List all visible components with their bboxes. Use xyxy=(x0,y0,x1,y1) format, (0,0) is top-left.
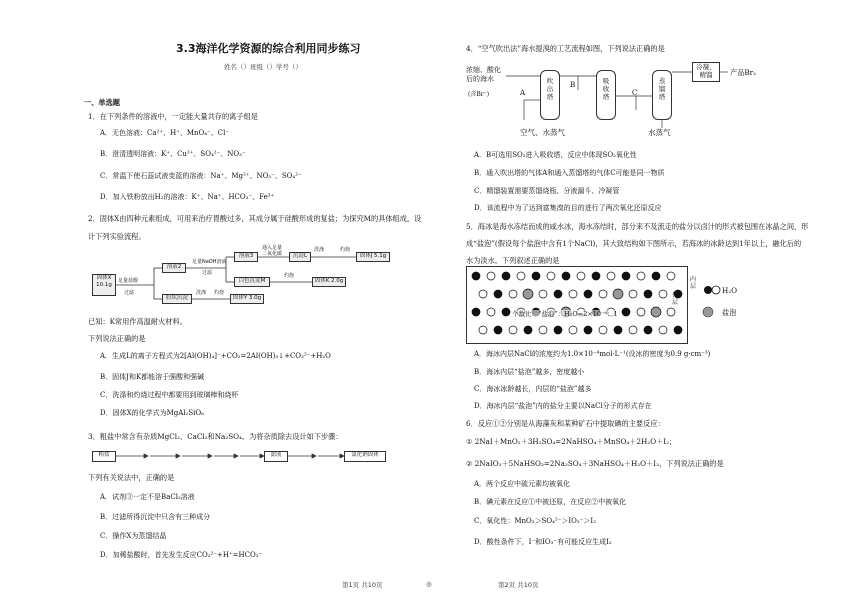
q2-option-b: B．固体J和K都能溶于强酸和强碱 xyxy=(100,373,205,381)
h2o-legend-icon xyxy=(704,286,712,294)
q4-feed-note: (含Br⁻) xyxy=(468,91,490,98)
q4-stem: 4．“空气吹出法”海水提溴的工艺流程如图，下列说法正确的是 xyxy=(466,44,665,53)
ice-lattice xyxy=(466,266,688,344)
q2-stem-2: 计下列实验流程。 xyxy=(88,232,146,241)
q6-option-d: D．酸性条件下，I⁻和IO₃⁻有可能反应生成I₂ xyxy=(474,538,612,546)
salt-bubble-icon xyxy=(651,307,661,317)
q3-option-d: D．加稀盐酸时，首先发生反应CO₃²⁻+H⁺=HCO₃⁻ xyxy=(100,551,263,559)
flow-gel-precip: 胶状沉淀 xyxy=(162,294,192,304)
q5-option-a: A．海冰内层NaCl的浓度约为1.0×10⁻⁴mol·L⁻¹(设冰的密度为0.9 g·cm⁻³) xyxy=(474,350,711,358)
q4-tower-blow: 吹 出 塔 xyxy=(540,70,560,120)
q4-steam: 水蒸气 xyxy=(648,128,671,137)
q3-option-c: C．操作X为蒸馏结晶 xyxy=(100,532,167,540)
water-molecule-icon xyxy=(554,326,562,334)
q3-ask: 下列有关说法中，正确的是 xyxy=(88,473,175,482)
water-molecule-icon xyxy=(659,326,667,334)
footer-right-page: 第2页 共10页 xyxy=(498,581,539,589)
q1-option-a: A．无色溶液：Ca²⁺、H⁺、MnO₄⁻、Cl⁻ xyxy=(100,129,230,137)
water-molecule-icon xyxy=(622,272,630,280)
flow-precip-l: 沉淀L xyxy=(289,252,311,262)
water-molecule-icon xyxy=(637,308,645,316)
water-molecule-icon xyxy=(509,290,517,298)
footer-separator-icon: ◎ xyxy=(426,580,432,588)
q3-flow-start: 粗盐 xyxy=(92,451,116,462)
flow-label-co2: 通入足量 二氧化碳 xyxy=(262,245,283,257)
q4-option-c: C．精馏装置需要蒸馏烧瓶、分液漏斗、冷凝管 xyxy=(474,187,620,195)
water-molecule-icon xyxy=(502,272,510,280)
q4-condense: 冷凝、 精馏 xyxy=(692,62,720,82)
water-molecule-icon xyxy=(472,308,480,316)
water-molecule-icon xyxy=(524,326,532,334)
flow-solution2: 溶液2 xyxy=(162,263,186,273)
q3-option-a: A．试剂③一定不是BaCl₂溶液 xyxy=(100,493,195,501)
q5-option-b: B．海冰内层“盐泡”越多，密度越小 xyxy=(474,368,585,376)
q5-option-c: C．海冰冰龄越长，内层的“盐泡”越多 xyxy=(474,385,592,393)
water-molecule-icon xyxy=(554,290,562,298)
q2-option-c: C．洗涤和灼烧过程中都要用到玻璃棒和烧杯 xyxy=(100,391,239,399)
q5-inner-label: 内 层 xyxy=(690,276,697,290)
q4-option-a: A．B可选用SO₂进入吸收塔，反应中体现SO₂氧化性 xyxy=(474,151,637,159)
q6-reaction-2: ② 2NaIO₃＋5NaHSO₃=2Na₂SO₄＋3NaHSO₄＋H₂O＋I₂，下列说法正确的是 xyxy=(466,459,724,468)
water-molecule-icon xyxy=(479,290,487,298)
water-molecule-icon xyxy=(629,326,637,334)
page-title: 3.3海洋化学资源的综合利用同步练习 xyxy=(176,42,361,55)
water-molecule-icon xyxy=(667,272,675,280)
q1-stem: 1．在下列条件的溶液中，一定能大量共存的离子组是 xyxy=(88,112,258,121)
water-molecule-icon xyxy=(644,326,652,334)
water-molecule-icon xyxy=(479,326,487,334)
flow-label-acid: 足量盐酸 xyxy=(118,278,139,284)
section-heading: 一、单选题 xyxy=(84,98,120,107)
flow-label-filter1: 过滤 xyxy=(124,290,135,296)
q4-product: 产品Br₂ xyxy=(730,68,756,77)
q2-stem-1: 2．固体X由四种元素组成，可用来治疗胃酸过多，其成分属于硅酸形成的复盐；为探究M的具体组成，设 xyxy=(88,214,422,223)
flow-label-burn3: 灼烧 xyxy=(214,290,225,296)
water-molecule-icon xyxy=(487,272,495,280)
q5-ratio-text: 个数比：“盐泡”：H₂O=2×10⁻⁶：1 xyxy=(512,310,618,318)
q3-flow-mid: 滤液 xyxy=(264,451,288,462)
right-column xyxy=(466,0,832,608)
q4-label-c: C xyxy=(632,88,638,97)
flow-label-wash1: 洗涤 xyxy=(314,247,325,253)
salt-bubble-legend-icon xyxy=(703,307,713,317)
q4-feed: 浓缩、酸化 后的海水 xyxy=(466,66,501,83)
q4-tower-absorb: 吸 收 塔 xyxy=(596,70,616,120)
q5-outer-label: 外 层 xyxy=(672,292,679,306)
q5-stem-2: 成“盐泡”(假设每个盐泡中含有1个NaCl)，其大致结构如下图所示，若海冰的冰龄达到1年以上，融化后的 xyxy=(466,239,802,248)
q3-flow-end: 氯化钠固体 xyxy=(344,451,386,462)
water-molecule-icon xyxy=(637,272,645,280)
flow-solution3: 溶液3 xyxy=(234,252,258,262)
q3-stem: 3．粗盐中常含有杂质MgCl₂、CaCl₂和Na₂SO₄。为将杂质除去设计如下步骤： xyxy=(88,432,343,441)
q4-option-d: D．该流程中为了达到富集溴的目的进行了两次氧化还原反应 xyxy=(474,204,662,212)
water-molecule-icon xyxy=(577,272,585,280)
q1-option-d: D．加入铁粉放出H₂的溶液：K⁺、Na⁺、HCO₃⁻、Fe³⁺ xyxy=(100,193,275,201)
water-molecule-icon xyxy=(532,272,540,280)
water-molecule-icon xyxy=(517,272,525,280)
water-molecule-icon xyxy=(487,308,495,316)
salt-bubble-icon xyxy=(523,289,533,299)
q4-label-a: A xyxy=(520,88,526,97)
q4-label-b: B xyxy=(570,80,576,89)
water-molecule-icon xyxy=(599,290,607,298)
water-molecule-icon xyxy=(547,272,555,280)
q6-option-c: C．氧化性：MnO₂＞SO₄²⁻＞IO₃⁻＞I₂ xyxy=(474,517,596,525)
flow-label-naoh: 足量NaOH溶液 xyxy=(192,259,227,265)
q5-legend-h2o: H₂O xyxy=(722,286,738,295)
student-info: 姓名（）班级（）学号（） xyxy=(224,63,302,71)
q6-option-a: A．两个反应中硫元素均被氧化 xyxy=(474,480,571,488)
q2-option-a: A．生成L的离子方程式为2[Al(OH)₄]⁻+CO₂=2Al(OH)₃↓+CO₃²⁻+H₂O xyxy=(100,352,331,360)
water-molecule-icon xyxy=(569,290,577,298)
q4-tower-distill: 蒸 馏 塔 xyxy=(652,70,672,120)
q1-option-c: C．常温下使石蕊试液变蓝的溶液：Na⁺、Mg²⁺、NO₃⁻、SO₄²⁻ xyxy=(100,172,302,180)
water-molecule-icon xyxy=(539,290,547,298)
q1-option-b: B．澄清透明溶液：K⁺、Cu²⁺、SO₄²⁻、NO₃⁻ xyxy=(100,150,246,158)
water-molecule-icon xyxy=(584,326,592,334)
q6-stem: 6．反应①②分别是从海藻灰和某种矿石中提取碘的主要反应： xyxy=(466,419,665,428)
water-molecule-icon xyxy=(667,308,675,316)
water-molecule-icon xyxy=(539,326,547,334)
flow-solid-x: 固体X 10.1g xyxy=(92,274,116,296)
water-molecule-icon xyxy=(494,326,502,334)
water-molecule-icon xyxy=(629,290,637,298)
q5-stem-3: 水为淡水。下列叙述正确的是 xyxy=(466,256,560,265)
q5-legend-salt: 盐泡 xyxy=(722,308,737,317)
q2-ask: 下列说法正确的是 xyxy=(88,334,146,343)
water-molecule-icon xyxy=(599,326,607,334)
q6-option-b: B．碘元素在反应①中被还原，在反应②中被氧化 xyxy=(474,498,627,506)
salt-bubble-icon xyxy=(613,289,623,299)
water-molecule-icon xyxy=(652,272,660,280)
q2-option-d: D．固体X的化学式为MgAl₂SiO₆ xyxy=(100,409,204,417)
flow-label-burn2: 灼烧 xyxy=(284,273,295,279)
flow-solid-k: 固体K 2.0g xyxy=(312,277,346,287)
flow-label-burn1: 灼烧 xyxy=(340,247,351,253)
flow-label-wash2: 洗涤 xyxy=(196,290,207,296)
water-molecule-icon xyxy=(502,308,510,316)
water-molecule-icon xyxy=(509,326,517,334)
q2-note: 已知：K常用作高温耐火材料。 xyxy=(88,317,187,326)
water-molecule-icon xyxy=(614,326,622,334)
water-molecule-icon xyxy=(674,326,682,334)
water-molecule-icon xyxy=(494,290,502,298)
water-molecule-icon xyxy=(592,272,600,280)
flow-solid-y: 固体Y 3.0g xyxy=(230,294,264,304)
water-molecule-icon xyxy=(659,290,667,298)
water-molecule-icon xyxy=(607,272,615,280)
water-molecule-icon xyxy=(584,290,592,298)
water-molecule-icon xyxy=(644,290,652,298)
q3-option-b: B．过滤所得沉淀中只含有三种成分 xyxy=(100,513,211,521)
water-molecule-icon xyxy=(569,326,577,334)
q4-air-steam: 空气、水蒸气 xyxy=(520,128,565,137)
q6-reaction-1: ① 2NaI＋MnO₂＋3H₂SO₄=2NaHSO₄＋MnSO₄＋2H₂O＋I₂； xyxy=(466,437,677,446)
water-molecule-icon xyxy=(562,272,570,280)
q4-option-b: B．通入吹出塔的气体A和通入蒸馏塔的气体C可能是同一物质 xyxy=(474,169,665,177)
footer-left-page: 第1页 共10页 xyxy=(342,581,383,589)
flow-white-precip: 白色沉淀M xyxy=(234,277,270,287)
left-column xyxy=(84,0,450,608)
flow-label-filter2: 过滤 xyxy=(202,270,213,276)
flow-solid-j: 固体J 5.1g xyxy=(356,252,390,262)
h2o-legend-icon-2 xyxy=(712,286,720,294)
q5-option-d: D．海冰内层“盐泡”内的盐分主要以NaCl分子的形式存在 xyxy=(474,402,652,410)
water-molecule-icon xyxy=(472,272,480,280)
water-molecule-icon xyxy=(622,308,630,316)
q5-stem-1: 5．海冰是海水冻结而成的咸水冰，海水冻结时，部分来不及流走的盐分以卤汁的形式被包围在冰晶之间，形 xyxy=(466,222,809,231)
